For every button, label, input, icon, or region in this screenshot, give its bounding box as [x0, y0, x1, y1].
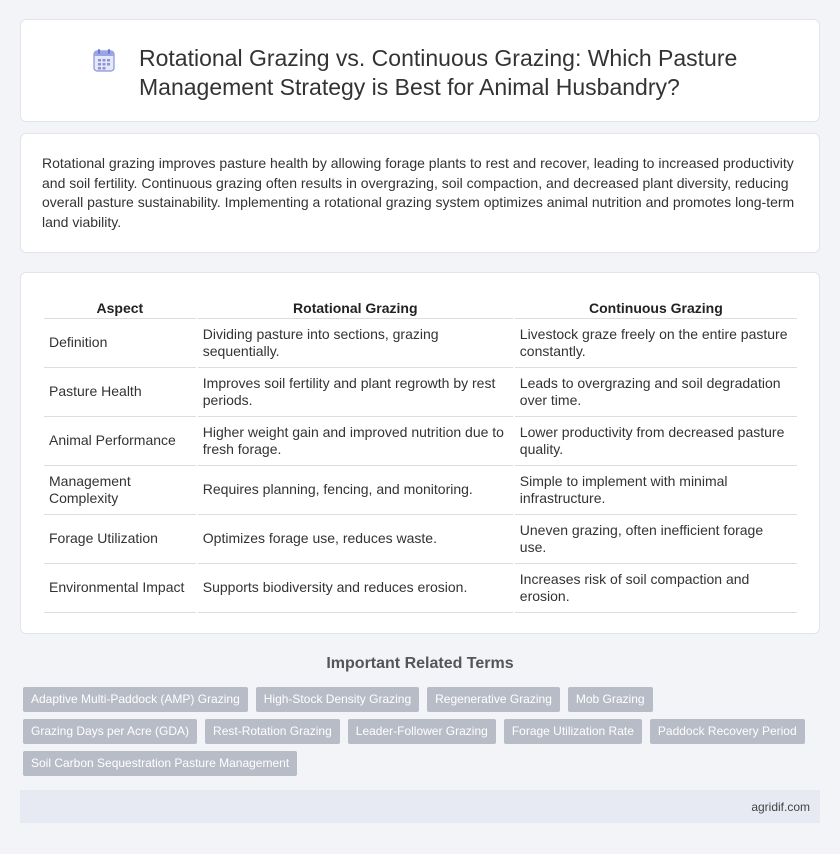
- related-term-tag[interactable]: High-Stock Density Grazing: [256, 687, 419, 712]
- header-card: [20, 19, 820, 122]
- table-row: [44, 417, 797, 466]
- aspect-cell: Environmental Impact: [44, 564, 196, 613]
- aspect-cell: Animal Performance: [44, 417, 196, 466]
- continuous-cell: Simple to implement with minimal infrastructure.: [515, 466, 797, 515]
- related-terms-title: Important Related Terms: [326, 655, 514, 672]
- table-row: [44, 368, 797, 417]
- continuous-cell: Uneven grazing, often inefficient forage use.: [515, 515, 797, 564]
- aspect-cell: Management Complexity: [44, 466, 196, 515]
- related-terms-list: [23, 687, 823, 783]
- table-row: [44, 515, 797, 564]
- header: [91, 44, 779, 102]
- related-term-tag[interactable]: Leader-Follower Grazing: [348, 719, 496, 744]
- related-term-tag[interactable]: Rest-Rotation Grazing: [205, 719, 340, 744]
- rotational-cell: Supports biodiversity and reduces erosion.: [198, 564, 513, 613]
- table-row: [44, 564, 797, 613]
- related-term-tag[interactable]: Grazing Days per Acre (GDA): [23, 719, 197, 744]
- aspect-cell: Pasture Health: [44, 368, 196, 417]
- page-title: Rotational Grazing vs. Continuous Grazing: Which Pasture Management Strategy is Best for Animal Husbandry?: [139, 45, 738, 100]
- rotational-cell: Requires planning, fencing, and monitoring.: [198, 466, 513, 515]
- related-term-tag[interactable]: Soil Carbon Sequestration Pasture Management: [23, 751, 297, 776]
- footer-site-link[interactable]: agridif.com: [751, 800, 810, 814]
- header-rotational: Rotational Grazing: [198, 295, 513, 319]
- related-term-tag[interactable]: Forage Utilization Rate: [504, 719, 642, 744]
- related-term-tag[interactable]: Mob Grazing: [568, 687, 653, 712]
- rotational-cell: Higher weight gain and improved nutrition due to fresh forage.: [198, 417, 513, 466]
- rotational-cell: Dividing pasture into sections, grazing sequentially.: [198, 319, 513, 368]
- table-row: [44, 319, 797, 368]
- comparison-card: [20, 272, 820, 634]
- rotational-cell: Optimizes forage use, reduces waste.: [198, 515, 513, 564]
- continuous-cell: Increases risk of soil compaction and erosion.: [515, 564, 797, 613]
- aspect-cell: Definition: [44, 319, 196, 368]
- table-row: [44, 466, 797, 515]
- footer: [20, 790, 820, 823]
- aspect-cell: Forage Utilization: [44, 515, 196, 564]
- summary-text: Rotational grazing improves pasture health by allowing forage plants to rest and recover, leading to increased productivity and soil fertility. Continuous grazing often results in overgrazing, soil compaction, and decreased plant diversity, reducing overall pasture sustainability. Implementing a rotational grazing system optimizes animal nutrition and promotes long-term land viability.: [42, 155, 795, 230]
- summary-card: [20, 133, 820, 253]
- related-term-tag[interactable]: Adaptive Multi-Paddock (AMP) Grazing: [23, 687, 248, 712]
- continuous-cell: Lower productivity from decreased pasture quality.: [515, 417, 797, 466]
- header-aspect: Aspect: [44, 295, 196, 319]
- related-term-tag[interactable]: Paddock Recovery Period: [650, 719, 805, 744]
- header-continuous: Continuous Grazing: [515, 295, 797, 319]
- related-term-tag[interactable]: Regenerative Grazing: [427, 687, 560, 712]
- table-header-row: [44, 295, 797, 319]
- comparison-table: [42, 295, 799, 613]
- rotational-cell: Improves soil fertility and plant regrowth by rest periods.: [198, 368, 513, 417]
- continuous-cell: Livestock graze freely on the entire pasture constantly.: [515, 319, 797, 368]
- document-icon: [91, 47, 117, 73]
- continuous-cell: Leads to overgrazing and soil degradation over time.: [515, 368, 797, 417]
